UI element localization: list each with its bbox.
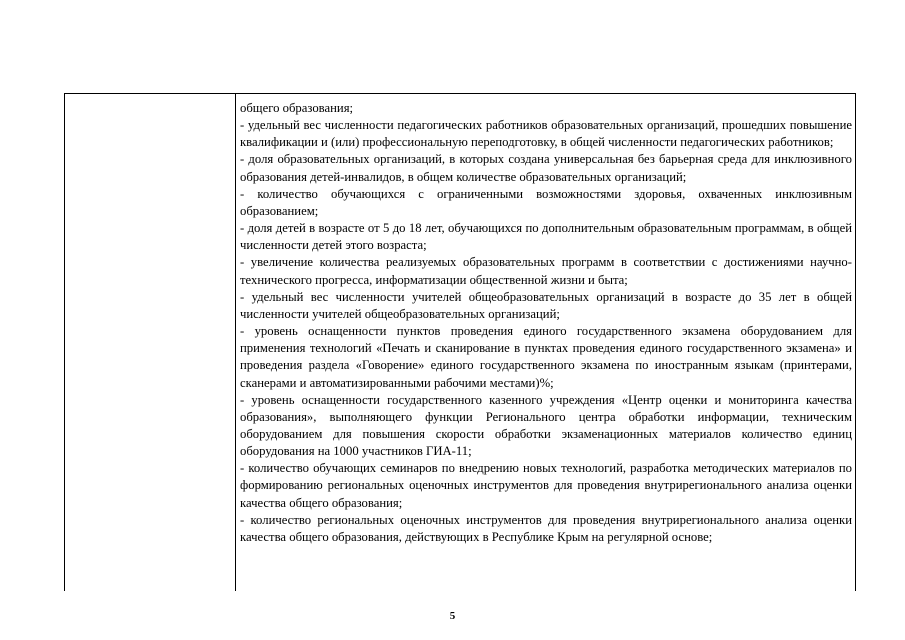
- paragraph: - доля образовательных организаций, в которых создана универсальная без барьерная среда для инклюзивного образования детей-инвалидов, в общем количестве образовательных организаций;: [240, 152, 852, 184]
- paragraph: - количество обучающих семинаров по внедрению новых технологий, разработка методических материалов по формированию региональных оценочных инструментов для проведения внутрирегионального анализа оценки качества общего образования;: [240, 461, 852, 510]
- content-table: [64, 93, 856, 591]
- paragraph: общего образования;: [240, 101, 354, 115]
- paragraph: - количество обучающихся с ограниченными возможностями здоровья, охваченных инклюзивным образованием;: [240, 186, 852, 218]
- indicators-cell: [240, 100, 852, 546]
- paragraph: - удельный вес численности педагогических работников образовательных организаций, прошедших повышение квалификации и (или) профессиональную переподготовку, в общей численности педагогических работников;: [240, 118, 852, 150]
- paragraph: - увеличение количества реализуемых образовательных программ в соответствии с достижениями научно-технического прогресса, информатизации общественной жизни и быта;: [240, 255, 852, 287]
- paragraph: - уровень оснащенности пунктов проведения единого государственного экзамена оборудованием для применения технологий «Печать и сканирование в пунктах проведения единого государственного экзамена» и проведения раздела «Говорение» единого государственного экзамена по иностранным языкам (принтерами, сканерами и автоматизированными рабочими местами)%;: [240, 324, 852, 390]
- paragraph: - удельный вес численности учителей общеобразовательных организаций в возрасте до 35 лет в общей численности учителей общеобразовательных организаций;: [240, 289, 852, 321]
- paragraph: - количество региональных оценочных инструментов для проведения внутрирегионального анализа оценки качества общего образования, действующих в Республике Крым на регулярной основе;: [240, 512, 852, 544]
- paragraph: - доля детей в возрасте от 5 до 18 лет, обучающихся по дополнительным образовательным программам, в общей численности детей этого возраста;: [240, 221, 852, 253]
- column-divider: [235, 94, 236, 591]
- page-number: 5: [449, 610, 456, 622]
- paragraph: - уровень оснащенности государственного казенного учреждения «Центр оценки и мониторинга качества образования», выполняющего функции Регионального центра обработки информации, техническим оборудованием для повышения скорости обработки экзаменационных материалов количество единиц оборудования на 1000 участников ГИА-11;: [240, 392, 852, 459]
